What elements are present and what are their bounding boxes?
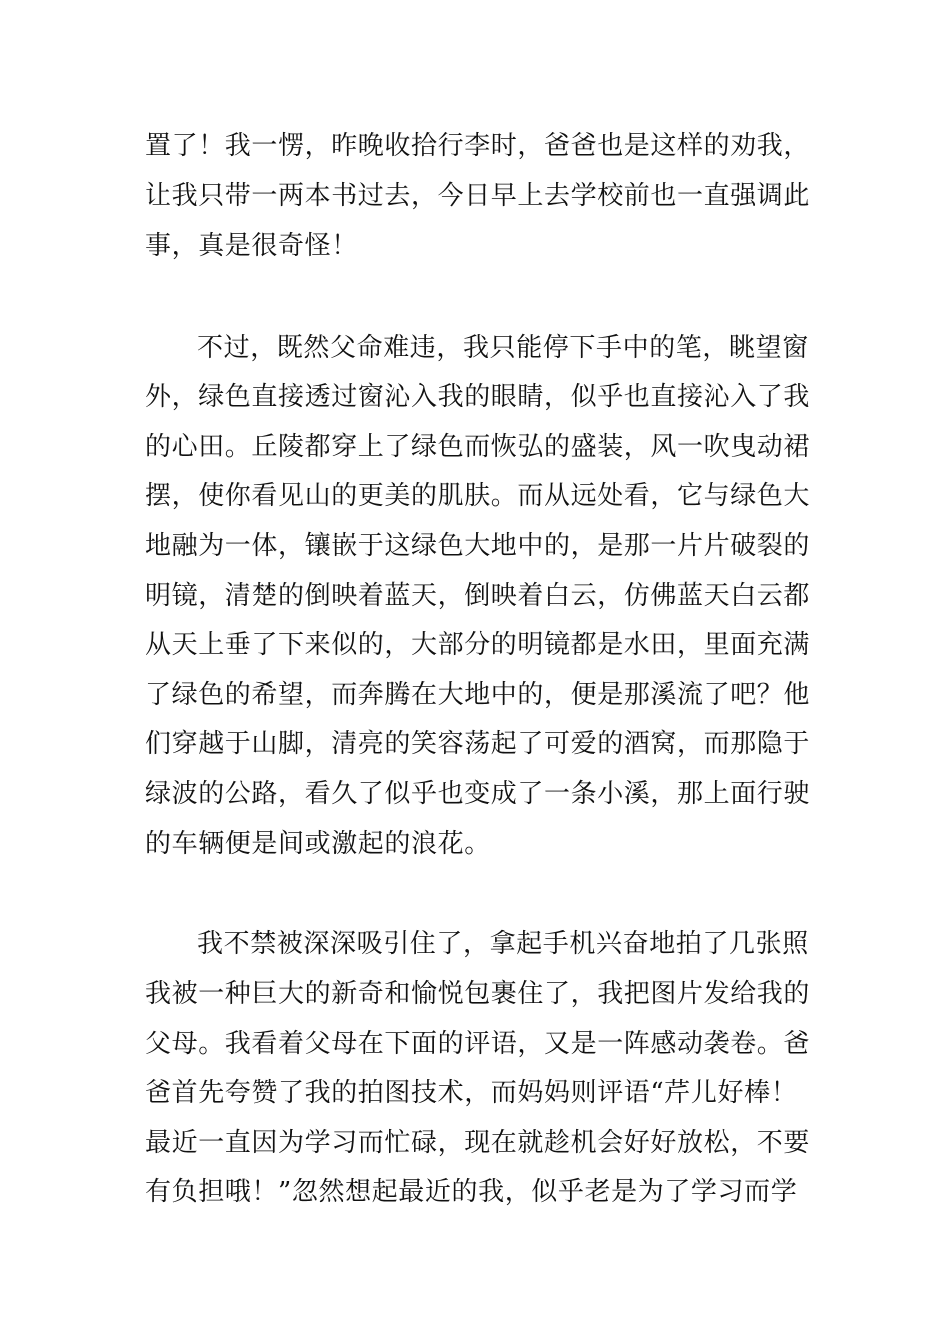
paragraph-2-line-11: 的车辆便是间或激起的浪花。 [145, 829, 491, 859]
paragraph-2-line-2: 外，绿色直接透过窗沁入我的眼睛，似乎也直接沁入了我 [145, 382, 810, 412]
paragraph-3-line-6: 有负担哦！”忽然想起最近的我，似乎老是为了学习而学 [145, 1177, 798, 1207]
paragraph-3-line-3: 父母。我看着父母在下面的评语，又是一阵感动袭卷。爸 [145, 1029, 810, 1059]
paragraph-1-line-2: 让我只带一两本书过去，今日早上去学校前也一直强调此 [145, 181, 810, 211]
paragraph-1-line-3: 事，真是很奇怪！ [145, 231, 358, 261]
paragraph-2-line-7: 从天上垂了下来似的，大部分的明镜都是水田，里面充满 [145, 630, 810, 660]
paragraph-2-line-5: 地融为一体，镶嵌于这绿色大地中的，是那一片片破裂的 [145, 531, 810, 561]
paragraph-3-line-1: 我不禁被深深吸引住了，拿起手机兴奋地拍了几张照 [197, 929, 809, 959]
paragraph-3-line-5: 最近一直因为学习而忙碌，现在就趁机会好好放松，不要 [145, 1128, 810, 1158]
paragraph-2-line-3: 的心田。丘陵都穿上了绿色而恢弘的盛装，风一吹曳动裙 [145, 432, 810, 462]
paragraph-2-line-8: 了绿色的希望，而奔腾在大地中的，便是那溪流了吧？他 [145, 680, 810, 710]
paragraph-3-line-2: 我被一种巨大的新奇和愉悦包裹住了，我把图片发给我的 [145, 979, 810, 1009]
paragraph-3-line-4: 爸首先夸赞了我的拍图技术，而妈妈则评语“芹儿好棒！ [145, 1078, 798, 1108]
paragraph-2-line-10: 绿波的公路，看久了似乎也变成了一条小溪，那上面行驶 [145, 779, 810, 809]
paragraph-1-line-1: 置了！我一愣，昨晚收拾行李时，爸爸也是这样的劝我， [145, 131, 810, 161]
paragraph-2-line-4: 摆，使你看见山的更美的肌肤。而从远处看，它与绿色大 [145, 481, 810, 511]
paragraph-2-line-1: 不过，既然父命难违，我只能停下手中的笔，眺望窗 [197, 333, 809, 363]
paragraph-2-line-9: 们穿越于山脚，清亮的笑容荡起了可爱的酒窝，而那隐于 [145, 729, 810, 759]
paragraph-2-line-6: 明镜，清楚的倒映着蓝天，倒映着白云，仿佛蓝天白云都 [145, 581, 810, 611]
